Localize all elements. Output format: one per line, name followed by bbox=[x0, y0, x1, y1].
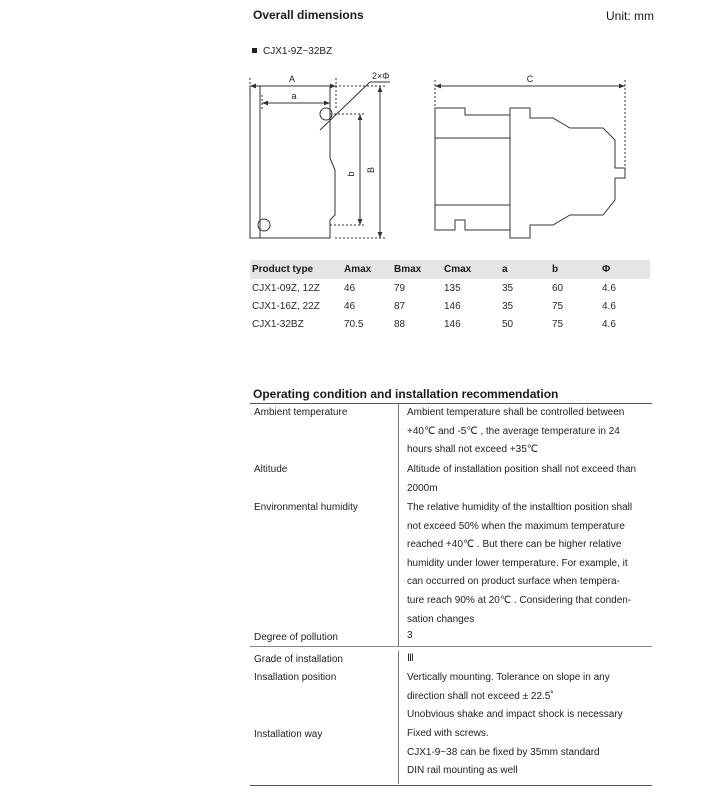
divider bbox=[250, 785, 652, 786]
table-cell: 146 bbox=[444, 300, 461, 312]
text-line: Ambient temperature shall be controlled between bbox=[407, 407, 625, 418]
dimension-drawing bbox=[240, 70, 660, 250]
text-line: 3 bbox=[407, 630, 413, 641]
table-cell: 4.6 bbox=[602, 282, 616, 294]
table-cell: 60 bbox=[552, 282, 564, 294]
col-header-phi: Φ bbox=[600, 260, 650, 279]
col-header-b: b bbox=[550, 260, 600, 279]
text-line: reached +40℃ . But there can be higher relative bbox=[407, 539, 622, 551]
col-header-cmax: Cmax bbox=[442, 260, 500, 279]
bullet-icon bbox=[252, 48, 257, 53]
text-line: not exceed 50% when the maximum temperature bbox=[407, 520, 625, 532]
model-heading-text: CJX1-9Z~32BZ bbox=[263, 46, 333, 57]
table-cell: 4.6 bbox=[602, 300, 616, 312]
label-b: b bbox=[346, 171, 356, 177]
value-environmental-humidity bbox=[407, 499, 652, 629]
value-ambient-temperature bbox=[407, 404, 652, 460]
column-divider bbox=[398, 403, 399, 646]
value-installation-position bbox=[407, 669, 652, 725]
table-cell: CJX1-16Z, 22Z bbox=[252, 300, 320, 312]
text-line: CJX1-9~38 can be fixed by 35mm standard bbox=[407, 746, 600, 758]
model-heading bbox=[252, 46, 332, 57]
section-title-dimensions: Overall dimensions bbox=[253, 8, 364, 22]
label-installation-way: Installation way bbox=[254, 729, 323, 740]
text-line: hours shall not exceed +35℃ bbox=[407, 444, 539, 456]
label-ambient-temperature: Ambient temperature bbox=[254, 407, 348, 418]
table-cell: 146 bbox=[444, 318, 461, 330]
text-line: direction shall not exceed ± 22.5˚ bbox=[407, 690, 554, 702]
table-cell: CJX1-09Z, 12Z bbox=[252, 282, 320, 294]
value-grade-of-installation bbox=[407, 650, 652, 669]
col-header-amax: Amax bbox=[342, 260, 392, 279]
unit-label: Unit: mm bbox=[606, 9, 654, 23]
text-line: humidity under lower temperature. For example, it bbox=[407, 557, 628, 569]
table-header-row bbox=[250, 260, 650, 279]
table-cell: 70.5 bbox=[344, 318, 364, 330]
value-altitude bbox=[407, 461, 652, 498]
text-line: ture reach 90% at 20℃ . Considering that conden- bbox=[407, 594, 632, 606]
table-cell: 35 bbox=[502, 300, 514, 312]
table-cell: 75 bbox=[552, 318, 564, 330]
text-line: sation changes bbox=[407, 613, 475, 625]
table-cell: CJX1-32BZ bbox=[252, 318, 304, 330]
table-row bbox=[250, 279, 650, 297]
label-environmental-humidity: Environmental humidity bbox=[254, 502, 358, 513]
value-degree-of-pollution bbox=[407, 627, 652, 646]
table-cell: 135 bbox=[444, 282, 461, 294]
text-line: The relative humidity of the installtion position shall bbox=[407, 502, 633, 513]
side-view-outline bbox=[435, 108, 625, 238]
label-degree-of-pollution: Degree of pollution bbox=[254, 632, 338, 643]
table-cell: 46 bbox=[344, 282, 356, 294]
text-line: can occurred on product surface when tempera- bbox=[407, 576, 620, 588]
column-divider bbox=[398, 651, 399, 784]
table-row bbox=[250, 315, 650, 333]
col-header-bmax: Bmax bbox=[392, 260, 442, 279]
label-grade-of-installation: Grade of installation bbox=[254, 654, 343, 665]
label-altitude: Altitude bbox=[254, 464, 288, 475]
section-title-operating: Operating condition and installation recommendation bbox=[253, 387, 559, 401]
label-installation-position: Insallation position bbox=[254, 672, 337, 683]
table-cell: 4.6 bbox=[602, 318, 616, 330]
text-line: Fixed with screws. bbox=[407, 728, 489, 739]
dimensions-table bbox=[250, 260, 650, 333]
table-cell: 35 bbox=[502, 282, 514, 294]
label-B: B bbox=[366, 166, 376, 174]
col-header-a: a bbox=[500, 260, 550, 279]
label-A: A bbox=[288, 74, 296, 84]
table-cell: 88 bbox=[394, 318, 406, 330]
text-line: Altitude of installation position shall not exceed than bbox=[407, 464, 637, 475]
text-line: DIN rail mounting as well bbox=[407, 765, 518, 777]
col-header-product-type: Product type bbox=[250, 260, 342, 279]
text-line: +40℃ and -5℃ , the average temperature in 24 bbox=[407, 425, 620, 437]
table-row bbox=[250, 297, 650, 315]
label-a: a bbox=[291, 91, 297, 101]
label-C: C bbox=[526, 74, 534, 84]
table-cell: 79 bbox=[394, 282, 406, 294]
table-cell: 87 bbox=[394, 300, 406, 312]
label-hole: 2×Φ bbox=[372, 71, 390, 81]
text-line: Ⅲ bbox=[407, 653, 414, 664]
text-line: Vertically mounting. Tolerance on slope in any bbox=[407, 672, 610, 683]
table-cell: 50 bbox=[502, 318, 514, 330]
table-cell: 75 bbox=[552, 300, 564, 312]
text-line: 2000m bbox=[407, 482, 438, 494]
text-line: Unobvious shake and impact shock is necessary bbox=[407, 709, 623, 721]
table-cell: 46 bbox=[344, 300, 356, 312]
divider bbox=[250, 646, 652, 647]
value-installation-way bbox=[407, 725, 652, 781]
